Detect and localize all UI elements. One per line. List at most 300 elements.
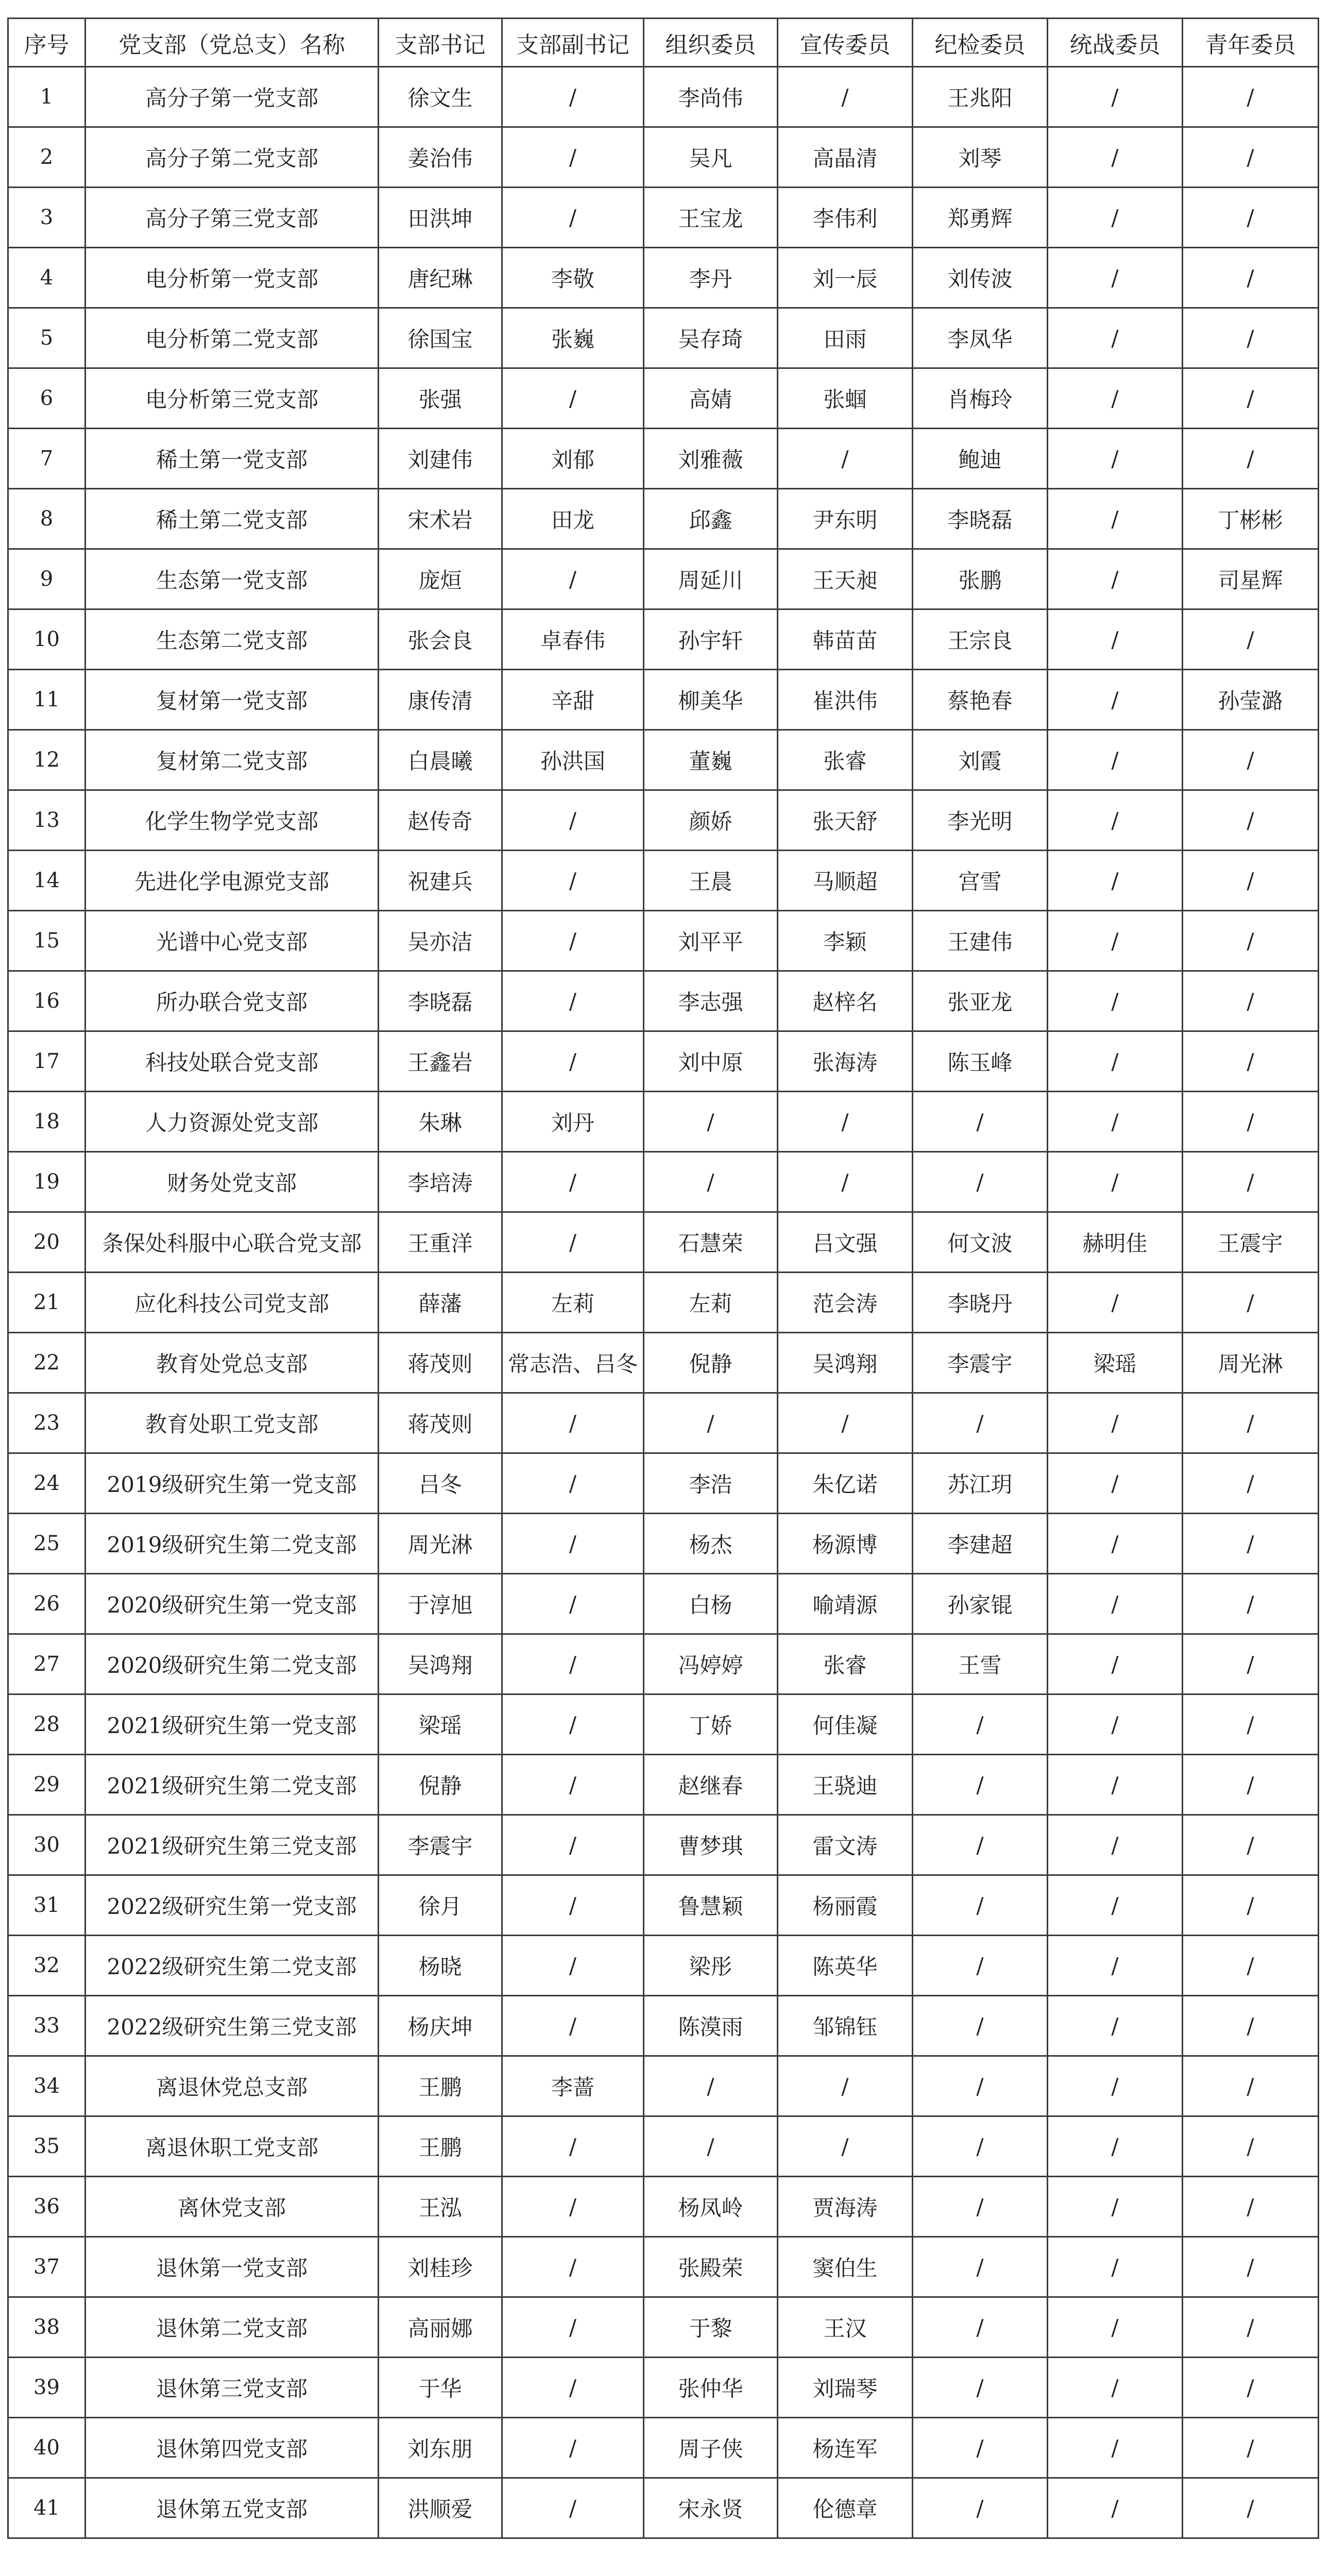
cell-branch-name: 财务处党支部	[86, 1152, 379, 1212]
cell-publicity-member: /	[778, 429, 913, 489]
cell-index: 27	[8, 1634, 86, 1694]
cell-index: 9	[8, 549, 86, 609]
cell-deputy-secretary: /	[502, 2177, 644, 2237]
cell-index: 4	[8, 248, 86, 308]
table-row	[8, 1333, 1319, 1393]
cell-branch-name: 电分析第一党支部	[86, 248, 379, 308]
cell-discipline-member: /	[913, 2237, 1048, 2297]
cell-united-front-member: 梁瑶	[1048, 1333, 1183, 1393]
table-row	[8, 1755, 1319, 1815]
cell-index: 33	[8, 1996, 86, 2056]
cell-branch-name: 复材第二党支部	[86, 730, 379, 790]
header-organization-member: 组织委员	[644, 19, 778, 67]
cell-united-front-member: /	[1048, 911, 1183, 971]
cell-deputy-secretary: /	[502, 1996, 644, 2056]
cell-organization-member: /	[644, 2056, 778, 2116]
cell-united-front-member: /	[1048, 67, 1183, 127]
cell-youth-member: /	[1183, 429, 1319, 489]
cell-organization-member: 刘中原	[644, 1031, 778, 1092]
cell-publicity-member: 吴鸿翔	[778, 1333, 913, 1393]
cell-united-front-member: /	[1048, 2478, 1183, 2538]
cell-youth-member: /	[1183, 730, 1319, 790]
cell-branch-name: 退休第一党支部	[86, 2237, 379, 2297]
cell-organization-member: 李尚伟	[644, 67, 778, 127]
cell-discipline-member: 李建超	[913, 1514, 1048, 1574]
cell-publicity-member: 窦伯生	[778, 2237, 913, 2297]
header-deputy-secretary: 支部副书记	[502, 19, 644, 67]
cell-secretary: 王鹏	[379, 2116, 502, 2177]
cell-united-front-member: /	[1048, 790, 1183, 851]
cell-secretary: 唐纪琳	[379, 248, 502, 308]
cell-deputy-secretary: /	[502, 1031, 644, 1092]
cell-deputy-secretary: /	[502, 790, 644, 851]
table-body	[8, 67, 1319, 2538]
cell-secretary: 徐月	[379, 1875, 502, 1936]
cell-organization-member: /	[644, 2116, 778, 2177]
cell-youth-member: /	[1183, 1393, 1319, 1453]
cell-index: 15	[8, 911, 86, 971]
cell-index: 8	[8, 489, 86, 549]
cell-united-front-member: /	[1048, 549, 1183, 609]
cell-branch-name: 先进化学电源党支部	[86, 851, 379, 911]
cell-branch-name: 离退休职工党支部	[86, 2116, 379, 2177]
cell-united-front-member: /	[1048, 1755, 1183, 1815]
cell-organization-member: 颜娇	[644, 790, 778, 851]
cell-publicity-member: 刘瑞琴	[778, 2358, 913, 2418]
cell-deputy-secretary: 刘郁	[502, 429, 644, 489]
cell-branch-name: 2022级研究生第三党支部	[86, 1996, 379, 2056]
cell-index: 14	[8, 851, 86, 911]
cell-united-front-member: /	[1048, 368, 1183, 429]
cell-organization-member: 刘平平	[644, 911, 778, 971]
cell-secretary: 赵传奇	[379, 790, 502, 851]
cell-publicity-member: 杨连军	[778, 2418, 913, 2478]
table-row	[8, 308, 1319, 368]
table-row	[8, 67, 1319, 127]
cell-youth-member: 司星辉	[1183, 549, 1319, 609]
cell-discipline-member: 张鹏	[913, 549, 1048, 609]
cell-publicity-member: /	[778, 1393, 913, 1453]
cell-publicity-member: 张睿	[778, 1634, 913, 1694]
cell-discipline-member: /	[913, 2358, 1048, 2418]
cell-youth-member: 孙莹潞	[1183, 670, 1319, 730]
cell-secretary: 王鹏	[379, 2056, 502, 2116]
cell-publicity-member: 贾海涛	[778, 2177, 913, 2237]
cell-deputy-secretary: 李蔷	[502, 2056, 644, 2116]
table-row	[8, 1574, 1319, 1634]
cell-organization-member: 周延川	[644, 549, 778, 609]
cell-branch-name: 教育处职工党支部	[86, 1393, 379, 1453]
cell-organization-member: 邱鑫	[644, 489, 778, 549]
table-row	[8, 911, 1319, 971]
cell-index: 34	[8, 2056, 86, 2116]
cell-branch-name: 2020级研究生第一党支部	[86, 1574, 379, 1634]
cell-united-front-member: /	[1048, 429, 1183, 489]
cell-united-front-member: /	[1048, 730, 1183, 790]
cell-index: 17	[8, 1031, 86, 1092]
cell-secretary: 周光淋	[379, 1514, 502, 1574]
cell-youth-member: /	[1183, 2478, 1319, 2538]
cell-organization-member: 陈漠雨	[644, 1996, 778, 2056]
table-row	[8, 248, 1319, 308]
header-secretary: 支部书记	[379, 19, 502, 67]
table-row	[8, 549, 1319, 609]
cell-youth-member: /	[1183, 1936, 1319, 1996]
cell-publicity-member: 伦德章	[778, 2478, 913, 2538]
cell-index: 22	[8, 1333, 86, 1393]
cell-youth-member: /	[1183, 1694, 1319, 1755]
cell-branch-name: 退休第三党支部	[86, 2358, 379, 2418]
cell-deputy-secretary: /	[502, 1453, 644, 1514]
cell-secretary: 田洪坤	[379, 188, 502, 248]
table-row	[8, 1212, 1319, 1273]
cell-index: 32	[8, 1936, 86, 1996]
cell-deputy-secretary: /	[502, 1694, 644, 1755]
cell-publicity-member: 张天舒	[778, 790, 913, 851]
cell-deputy-secretary: /	[502, 1755, 644, 1815]
cell-branch-name: 科技处联合党支部	[86, 1031, 379, 1092]
cell-branch-name: 复材第一党支部	[86, 670, 379, 730]
cell-united-front-member: /	[1048, 1815, 1183, 1875]
cell-secretary: 杨庆坤	[379, 1996, 502, 2056]
branch-committee-table	[7, 18, 1319, 2539]
cell-united-front-member: /	[1048, 1393, 1183, 1453]
cell-discipline-member: 鲍迪	[913, 429, 1048, 489]
cell-index: 11	[8, 670, 86, 730]
cell-branch-name: 2019级研究生第二党支部	[86, 1514, 379, 1574]
cell-deputy-secretary: /	[502, 1574, 644, 1634]
cell-publicity-member: 范会涛	[778, 1273, 913, 1333]
cell-publicity-member: 韩苗苗	[778, 609, 913, 670]
cell-united-front-member: /	[1048, 489, 1183, 549]
cell-secretary: 李培涛	[379, 1152, 502, 1212]
cell-branch-name: 退休第五党支部	[86, 2478, 379, 2538]
cell-index: 13	[8, 790, 86, 851]
cell-discipline-member: /	[913, 2297, 1048, 2358]
cell-publicity-member: 马顺超	[778, 851, 913, 911]
cell-youth-member: /	[1183, 1574, 1319, 1634]
cell-united-front-member: /	[1048, 670, 1183, 730]
cell-publicity-member: 李颖	[778, 911, 913, 971]
table-row	[8, 1092, 1319, 1152]
cell-publicity-member: /	[778, 2056, 913, 2116]
cell-discipline-member: 蔡艳春	[913, 670, 1048, 730]
header-united-front-member: 统战委员	[1048, 19, 1183, 67]
cell-discipline-member: 陈玉峰	[913, 1031, 1048, 1092]
cell-branch-name: 稀土第一党支部	[86, 429, 379, 489]
cell-deputy-secretary: 卓春伟	[502, 609, 644, 670]
cell-youth-member: /	[1183, 1996, 1319, 2056]
table-row	[8, 2237, 1319, 2297]
cell-discipline-member: 苏江玥	[913, 1453, 1048, 1514]
cell-discipline-member: /	[913, 1875, 1048, 1936]
cell-secretary: 王鑫岩	[379, 1031, 502, 1092]
cell-branch-name: 2021级研究生第三党支部	[86, 1815, 379, 1875]
cell-discipline-member: 刘霞	[913, 730, 1048, 790]
cell-secretary: 于淳旭	[379, 1574, 502, 1634]
cell-united-front-member: /	[1048, 971, 1183, 1031]
cell-organization-member: 张殿荣	[644, 2237, 778, 2297]
cell-secretary: 刘桂珍	[379, 2237, 502, 2297]
cell-secretary: 李震宇	[379, 1815, 502, 1875]
cell-publicity-member: 李伟利	[778, 188, 913, 248]
cell-discipline-member: /	[913, 1393, 1048, 1453]
cell-index: 28	[8, 1694, 86, 1755]
cell-united-front-member: /	[1048, 2056, 1183, 2116]
table-row	[8, 2418, 1319, 2478]
cell-discipline-member: 王兆阳	[913, 67, 1048, 127]
cell-deputy-secretary: 左莉	[502, 1273, 644, 1333]
cell-publicity-member: 田雨	[778, 308, 913, 368]
cell-branch-name: 退休第四党支部	[86, 2418, 379, 2478]
cell-discipline-member: /	[913, 2177, 1048, 2237]
cell-united-front-member: /	[1048, 2177, 1183, 2237]
cell-youth-member: /	[1183, 248, 1319, 308]
cell-secretary: 王泓	[379, 2177, 502, 2237]
cell-secretary: 蒋茂则	[379, 1333, 502, 1393]
cell-secretary: 姜治伟	[379, 127, 502, 188]
cell-united-front-member: /	[1048, 2237, 1183, 2297]
cell-united-front-member: /	[1048, 2418, 1183, 2478]
cell-discipline-member: 张亚龙	[913, 971, 1048, 1031]
cell-index: 12	[8, 730, 86, 790]
cell-organization-member: 李志强	[644, 971, 778, 1031]
cell-youth-member: 周光淋	[1183, 1333, 1319, 1393]
cell-deputy-secretary: /	[502, 1634, 644, 1694]
table-row	[8, 368, 1319, 429]
cell-secretary: 薛藩	[379, 1273, 502, 1333]
cell-discipline-member: /	[913, 2418, 1048, 2478]
cell-youth-member: /	[1183, 2358, 1319, 2418]
cell-united-front-member: /	[1048, 1514, 1183, 1574]
cell-united-front-member: /	[1048, 2116, 1183, 2177]
cell-discipline-member: /	[913, 1092, 1048, 1152]
cell-index: 24	[8, 1453, 86, 1514]
cell-discipline-member: /	[913, 1996, 1048, 2056]
cell-organization-member: 曹梦琪	[644, 1815, 778, 1875]
cell-organization-member: 左莉	[644, 1273, 778, 1333]
table-row	[8, 609, 1319, 670]
cell-deputy-secretary: 辛甜	[502, 670, 644, 730]
cell-branch-name: 人力资源处党支部	[86, 1092, 379, 1152]
cell-youth-member: /	[1183, 1273, 1319, 1333]
table-row	[8, 1031, 1319, 1092]
cell-organization-member: 杨凤岭	[644, 2177, 778, 2237]
cell-united-front-member: /	[1048, 609, 1183, 670]
cell-organization-member: 赵继春	[644, 1755, 778, 1815]
cell-branch-name: 2022级研究生第二党支部	[86, 1936, 379, 1996]
cell-publicity-member: 陈英华	[778, 1936, 913, 1996]
cell-deputy-secretary: /	[502, 1875, 644, 1936]
header-branch-name: 党支部（党总支）名称	[86, 19, 379, 67]
cell-youth-member: 丁彬彬	[1183, 489, 1319, 549]
cell-index: 25	[8, 1514, 86, 1574]
cell-secretary: 吴鸿翔	[379, 1634, 502, 1694]
cell-discipline-member: 王宗良	[913, 609, 1048, 670]
cell-deputy-secretary: /	[502, 1212, 644, 1273]
cell-secretary: 庞烜	[379, 549, 502, 609]
table-row	[8, 851, 1319, 911]
cell-discipline-member: 肖梅玲	[913, 368, 1048, 429]
cell-organization-member: 孙宇轩	[644, 609, 778, 670]
table-row	[8, 2177, 1319, 2237]
cell-secretary: 吴亦洁	[379, 911, 502, 971]
cell-publicity-member: /	[778, 2116, 913, 2177]
cell-index: 38	[8, 2297, 86, 2358]
cell-organization-member: 鲁慧颖	[644, 1875, 778, 1936]
cell-organization-member: 吴存琦	[644, 308, 778, 368]
cell-branch-name: 高分子第二党支部	[86, 127, 379, 188]
cell-united-front-member: /	[1048, 2358, 1183, 2418]
cell-publicity-member: /	[778, 67, 913, 127]
cell-discipline-member: 刘传波	[913, 248, 1048, 308]
cell-organization-member: 于黎	[644, 2297, 778, 2358]
cell-youth-member: /	[1183, 67, 1319, 127]
table-row	[8, 2297, 1319, 2358]
cell-united-front-member: /	[1048, 1875, 1183, 1936]
table-row	[8, 127, 1319, 188]
table-row	[8, 1152, 1319, 1212]
cell-index: 5	[8, 308, 86, 368]
cell-publicity-member: 邹锦钰	[778, 1996, 913, 2056]
cell-branch-name: 离退休党总支部	[86, 2056, 379, 2116]
cell-youth-member: /	[1183, 2056, 1319, 2116]
cell-youth-member: /	[1183, 1514, 1319, 1574]
cell-united-front-member: /	[1048, 127, 1183, 188]
cell-united-front-member: /	[1048, 1694, 1183, 1755]
cell-index: 30	[8, 1815, 86, 1875]
cell-publicity-member: 雷文涛	[778, 1815, 913, 1875]
cell-deputy-secretary: /	[502, 368, 644, 429]
cell-secretary: 刘建伟	[379, 429, 502, 489]
cell-publicity-member: 张海涛	[778, 1031, 913, 1092]
cell-deputy-secretary: /	[502, 2358, 644, 2418]
cell-discipline-member: /	[913, 1936, 1048, 1996]
cell-branch-name: 电分析第二党支部	[86, 308, 379, 368]
cell-index: 6	[8, 368, 86, 429]
cell-organization-member: 张仲华	[644, 2358, 778, 2418]
cell-index: 21	[8, 1273, 86, 1333]
cell-youth-member: /	[1183, 1815, 1319, 1875]
cell-organization-member: 周子侠	[644, 2418, 778, 2478]
cell-branch-name: 生态第二党支部	[86, 609, 379, 670]
cell-index: 39	[8, 2358, 86, 2418]
cell-organization-member: 丁娇	[644, 1694, 778, 1755]
cell-youth-member: /	[1183, 1875, 1319, 1936]
cell-secretary: 徐文生	[379, 67, 502, 127]
cell-deputy-secretary: /	[502, 1514, 644, 1574]
cell-index: 1	[8, 67, 86, 127]
cell-united-front-member: /	[1048, 248, 1183, 308]
cell-secretary: 王重洋	[379, 1212, 502, 1273]
cell-branch-name: 退休第二党支部	[86, 2297, 379, 2358]
cell-publicity-member: 吕文强	[778, 1212, 913, 1273]
cell-youth-member: /	[1183, 2297, 1319, 2358]
table-row	[8, 188, 1319, 248]
cell-united-front-member: 赫明佳	[1048, 1212, 1183, 1273]
cell-secretary: 宋术岩	[379, 489, 502, 549]
cell-secretary: 高丽娜	[379, 2297, 502, 2358]
cell-secretary: 刘东朋	[379, 2418, 502, 2478]
cell-secretary: 康传清	[379, 670, 502, 730]
cell-organization-member: 宋永贤	[644, 2478, 778, 2538]
cell-publicity-member: 崔洪伟	[778, 670, 913, 730]
table-row	[8, 2056, 1319, 2116]
table-row	[8, 2478, 1319, 2538]
cell-deputy-secretary: /	[502, 188, 644, 248]
cell-deputy-secretary: /	[502, 2237, 644, 2297]
cell-youth-member: /	[1183, 2177, 1319, 2237]
cell-publicity-member: 何佳凝	[778, 1694, 913, 1755]
cell-secretary: 蒋茂则	[379, 1393, 502, 1453]
cell-youth-member: /	[1183, 2116, 1319, 2177]
cell-branch-name: 条保处科服中心联合党支部	[86, 1212, 379, 1273]
cell-branch-name: 教育处党总支部	[86, 1333, 379, 1393]
cell-youth-member: /	[1183, 1092, 1319, 1152]
cell-united-front-member: /	[1048, 1092, 1183, 1152]
cell-publicity-member: 赵梓名	[778, 971, 913, 1031]
cell-united-front-member: /	[1048, 1936, 1183, 1996]
cell-publicity-member: 王骁迪	[778, 1755, 913, 1815]
cell-deputy-secretary: 张巍	[502, 308, 644, 368]
cell-deputy-secretary: /	[502, 851, 644, 911]
table-row	[8, 1514, 1319, 1574]
cell-index: 40	[8, 2418, 86, 2478]
cell-youth-member: /	[1183, 308, 1319, 368]
cell-secretary: 吕冬	[379, 1453, 502, 1514]
cell-youth-member: /	[1183, 790, 1319, 851]
cell-secretary: 梁瑶	[379, 1694, 502, 1755]
cell-discipline-member: 王建伟	[913, 911, 1048, 971]
cell-branch-name: 所办联合党支部	[86, 971, 379, 1031]
cell-index: 37	[8, 2237, 86, 2297]
cell-index: 19	[8, 1152, 86, 1212]
cell-united-front-member: /	[1048, 308, 1183, 368]
cell-united-front-member: /	[1048, 2297, 1183, 2358]
cell-youth-member: /	[1183, 971, 1319, 1031]
cell-discipline-member: /	[913, 1694, 1048, 1755]
cell-youth-member: /	[1183, 188, 1319, 248]
cell-index: 20	[8, 1212, 86, 1273]
cell-organization-member: /	[644, 1092, 778, 1152]
cell-discipline-member: 李光明	[913, 790, 1048, 851]
cell-discipline-member: /	[913, 1755, 1048, 1815]
cell-deputy-secretary: 刘丹	[502, 1092, 644, 1152]
cell-organization-member: 梁彤	[644, 1936, 778, 1996]
header-youth-member: 青年委员	[1183, 19, 1319, 67]
cell-deputy-secretary: /	[502, 2297, 644, 2358]
cell-branch-name: 2020级研究生第二党支部	[86, 1634, 379, 1694]
cell-organization-member: 王宝龙	[644, 188, 778, 248]
cell-discipline-member: 郑勇辉	[913, 188, 1048, 248]
cell-youth-member: /	[1183, 1453, 1319, 1514]
cell-secretary: 朱琳	[379, 1092, 502, 1152]
cell-youth-member: /	[1183, 911, 1319, 971]
cell-youth-member: /	[1183, 1152, 1319, 1212]
cell-united-front-member: /	[1048, 1453, 1183, 1514]
cell-index: 2	[8, 127, 86, 188]
cell-index: 18	[8, 1092, 86, 1152]
cell-youth-member: 王震宇	[1183, 1212, 1319, 1273]
cell-organization-member: 高婧	[644, 368, 778, 429]
header-publicity-member: 宣传委员	[778, 19, 913, 67]
cell-deputy-secretary: /	[502, 67, 644, 127]
cell-united-front-member: /	[1048, 1273, 1183, 1333]
cell-deputy-secretary: 田龙	[502, 489, 644, 549]
cell-index: 29	[8, 1755, 86, 1815]
cell-publicity-member: 张睿	[778, 730, 913, 790]
cell-discipline-member: 刘琴	[913, 127, 1048, 188]
